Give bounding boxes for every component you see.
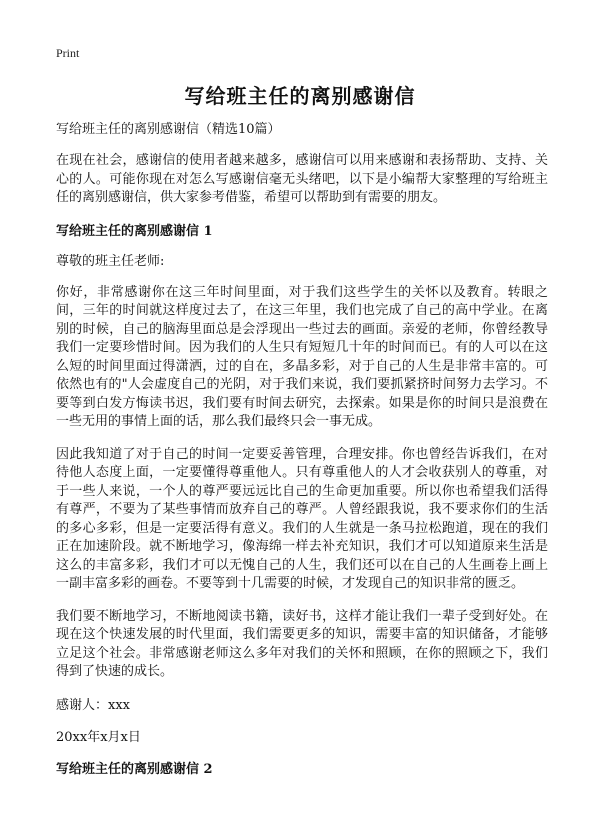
- letter-1-paragraph: 你好，非常感谢你在这三年时间里面，对于我们这些学生的关怀以及教育。转眼之间，三年的时间就这样度过去了，在这三年里，我们也完成了自己的高中学业。在离别的时候，自己的脑海里面总是会浮现出一些过去的画面。亲爱的老师，你曾经教导我们一定要珍惜时间。因为我们的人生只有短短几十年的时间而已。有的人可以在这么短的时间里面过得潇洒，过的自在，多晶多彩，对于自己的人生是非常丰富的。可依然也有的"人会虚度自己的光阴，对于我们来说，我们要抓紧挤时间努力去学习。不要等到白发方悔读书迟，我们要有时间去研究，去探索。如果是你的时间只是浪费在一些无用的事情上面的话，那么我们最终只会一事无成。: [56, 284, 548, 429]
- intro-paragraph: 在现在社会，感谢信的使用者越来越多，感谢信可以用来感谢和表扬帮助、支持、关心的人。可能你现在对怎么写感谢信毫无头绪吧，以下是小编帮大家整理的写给班主任的离别感谢信，供大家参考借鉴，希望可以帮助到有需要的朋友。: [56, 153, 548, 205]
- page-title: 写给班主任的离别感谢信: [184, 84, 416, 108]
- letter-1-signature: 感谢人：xxx: [56, 697, 130, 713]
- print-link[interactable]: Print: [56, 46, 80, 60]
- letter-2-heading: 写给班主任的离别感谢信 2: [56, 761, 213, 777]
- document-body: [56, 120, 548, 790]
- letter-1-heading: 写给班主任的离别感谢信 1: [56, 223, 213, 239]
- letter-1-paragraph: 因此我知道了对于自己的时间一定要妥善管理，合理安排。你也曾经告诉我们，在对待他人态度上面，一定要懂得尊重他人。只有尊重他人的人才会收获别人的尊重，对于一些人来说，一个人的尊严要远远比自己的生命更加重要。所以你也希望我们活得有尊严，不要为了某些事情而放弃自己的尊严。人曾经跟我说，我不要求你们的生活的多心多彩，但是一定要活得有意义。我们的人生就是一条马拉松跑道，现在的我们正在加速阶段。就不断地学习，像海绵一样去补充知识，我们才可以知道原来生活是这么的丰富多彩，我们才可以无愧自己的人生，我们还可以在自己的人生画卷上画上一副丰富多彩的画卷。不要等到十几需要的时候，才发现自己的知识非常的匮乏。: [56, 446, 548, 591]
- letter-1-salutation: 尊敬的班主任老师:: [56, 253, 165, 269]
- document-subtitle: 写给班主任的离别感谢信（精选10篇）: [56, 122, 281, 137]
- letter-1-date: 20xx年x月x日: [56, 729, 141, 745]
- letter-1-paragraph: 我们要不断地学习，不断地阅读书籍，读好书，这样才能让我们一辈子受到好处。在现在这个快速发展的时代里面，我们需要更多的知识，需要丰富的知识储备，才能够立足这个社会。非常感谢老师这么多年对我们的关怀和照顾，在你的照顾之下，我们得到了快速的成长。: [56, 608, 548, 679]
